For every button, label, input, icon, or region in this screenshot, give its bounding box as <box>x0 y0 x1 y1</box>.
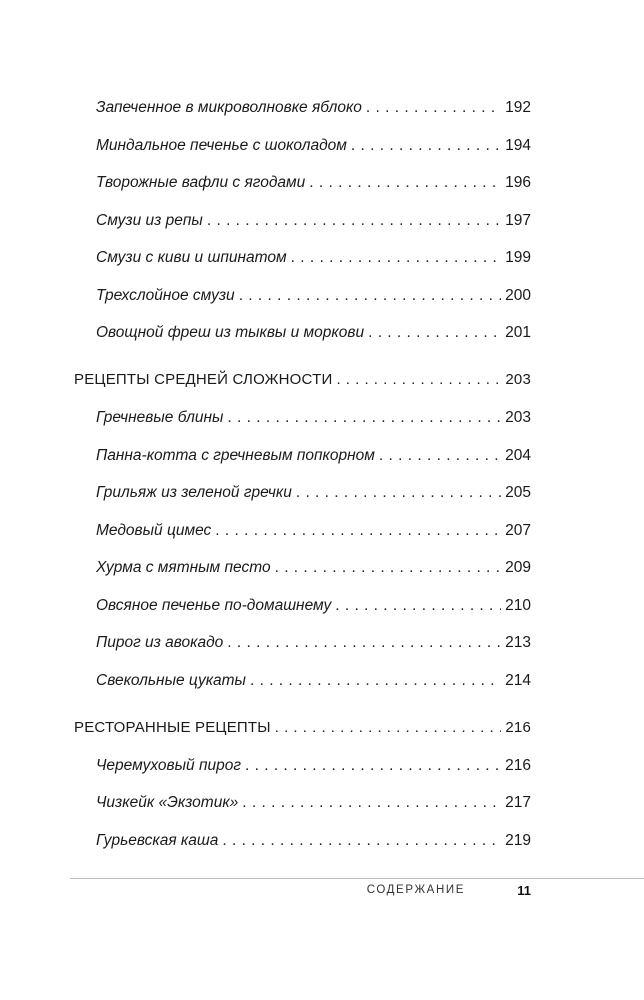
dot-leader <box>239 284 501 308</box>
dot-leader <box>227 406 501 430</box>
toc-entry-page: 207 <box>505 522 531 539</box>
toc-entry[interactable] <box>96 284 531 308</box>
toc-entry-page: 192 <box>505 99 531 116</box>
toc-entry[interactable] <box>96 791 531 815</box>
dot-leader <box>335 594 501 618</box>
toc-entry-page: 203 <box>505 409 531 426</box>
toc-entry-title: Овсяное печенье по-домашнему <box>96 597 332 614</box>
toc-entry-title: Гречневые блины <box>96 409 224 426</box>
toc-entry-title: Трехслойное смузи <box>96 287 235 304</box>
toc-entry[interactable] <box>96 246 531 270</box>
toc-entry-title: Чизкейк «Экзотик» <box>96 794 239 811</box>
toc-entry[interactable] <box>96 754 531 778</box>
toc-entry-page: 201 <box>505 324 531 341</box>
toc-entry-page: 209 <box>505 559 531 576</box>
toc-entry[interactable] <box>96 406 531 430</box>
toc-entry-title: Смузи из репы <box>96 212 203 229</box>
toc-section-heading[interactable] <box>74 716 531 740</box>
toc-entry-title: Творожные вафли с ягодами <box>96 174 306 191</box>
dot-leader <box>368 321 501 345</box>
dot-leader <box>291 246 502 270</box>
dot-leader <box>309 171 501 195</box>
dot-leader <box>215 519 501 543</box>
toc-entry[interactable] <box>96 669 531 693</box>
toc-entry-title: Медовый цимес <box>96 522 212 539</box>
toc-entry[interactable] <box>96 171 531 195</box>
dot-leader <box>250 669 501 693</box>
dot-leader <box>207 209 501 233</box>
toc-entry[interactable] <box>96 829 531 853</box>
toc-entry-page: 199 <box>505 249 531 266</box>
dot-leader <box>245 754 501 778</box>
toc-entry[interactable] <box>96 556 531 580</box>
toc-entry-title: Смузи с киви и шпинатом <box>96 249 287 266</box>
dot-leader <box>275 556 502 580</box>
toc-entry[interactable] <box>96 96 531 120</box>
toc-entry[interactable] <box>96 321 531 345</box>
toc-entry-title: Гурьевская каша <box>96 832 219 849</box>
toc-entry[interactable] <box>96 134 531 158</box>
toc-entry-title: Миндальное печенье с шоколадом <box>96 137 347 154</box>
toc-entry-page: 194 <box>505 137 531 154</box>
toc-entry-page: 204 <box>505 447 531 464</box>
toc-entry-title: Грильяж из зеленой гречки <box>96 484 292 501</box>
running-footer-label: СОДЕРЖАНИЕ <box>366 884 465 896</box>
dot-leader <box>242 791 501 815</box>
toc-entry-page: 216 <box>505 757 531 774</box>
toc-section-title: РЕСТОРАННЫЕ РЕЦЕПТЫ <box>74 719 271 736</box>
toc-entry-page: 210 <box>505 597 531 614</box>
page-number: 11 <box>517 883 531 898</box>
dot-leader <box>275 716 502 740</box>
toc-section-page: 203 <box>505 371 531 388</box>
dot-leader <box>222 829 501 853</box>
toc-entry[interactable] <box>96 519 531 543</box>
toc-entry-title: Свекольные цукаты <box>96 672 246 689</box>
toc-entry-title: Панна-котта с гречневым попкорном <box>96 447 375 464</box>
toc-section-page: 216 <box>505 719 531 736</box>
toc-entry-page: 217 <box>505 794 531 811</box>
toc-entry-title: Запеченное в микроволновке яблоко <box>96 99 362 116</box>
toc-section-title: РЕЦЕПТЫ СРЕДНЕЙ СЛОЖНОСТИ <box>74 371 333 388</box>
footer-divider <box>70 878 644 879</box>
dot-leader <box>336 368 501 392</box>
dot-leader <box>379 444 501 468</box>
dot-leader <box>296 481 501 505</box>
toc-entry-page: 219 <box>505 832 531 849</box>
toc-entry[interactable] <box>96 209 531 233</box>
toc-entry-title: Черемуховый пирог <box>96 757 241 774</box>
toc-entry-page: 214 <box>505 672 531 689</box>
dot-leader <box>366 96 501 120</box>
toc-entry-title: Пирог из авокадо <box>96 634 224 651</box>
toc-entry-page: 205 <box>505 484 531 501</box>
dot-leader <box>227 631 501 655</box>
toc-entry[interactable] <box>96 631 531 655</box>
toc-entry-page: 213 <box>505 634 531 651</box>
toc-entry-page: 197 <box>505 212 531 229</box>
dot-leader <box>351 134 501 158</box>
toc-entry-title: Овощной фреш из тыквы и моркови <box>96 324 365 341</box>
toc-entry[interactable] <box>96 444 531 468</box>
toc-entry-page: 196 <box>505 174 531 191</box>
toc-entry[interactable] <box>96 594 531 618</box>
toc-entry-title: Хурма с мятным песто <box>96 559 271 576</box>
toc-entry[interactable] <box>96 481 531 505</box>
toc-entry-page: 200 <box>505 287 531 304</box>
toc-section-heading[interactable] <box>74 368 531 392</box>
